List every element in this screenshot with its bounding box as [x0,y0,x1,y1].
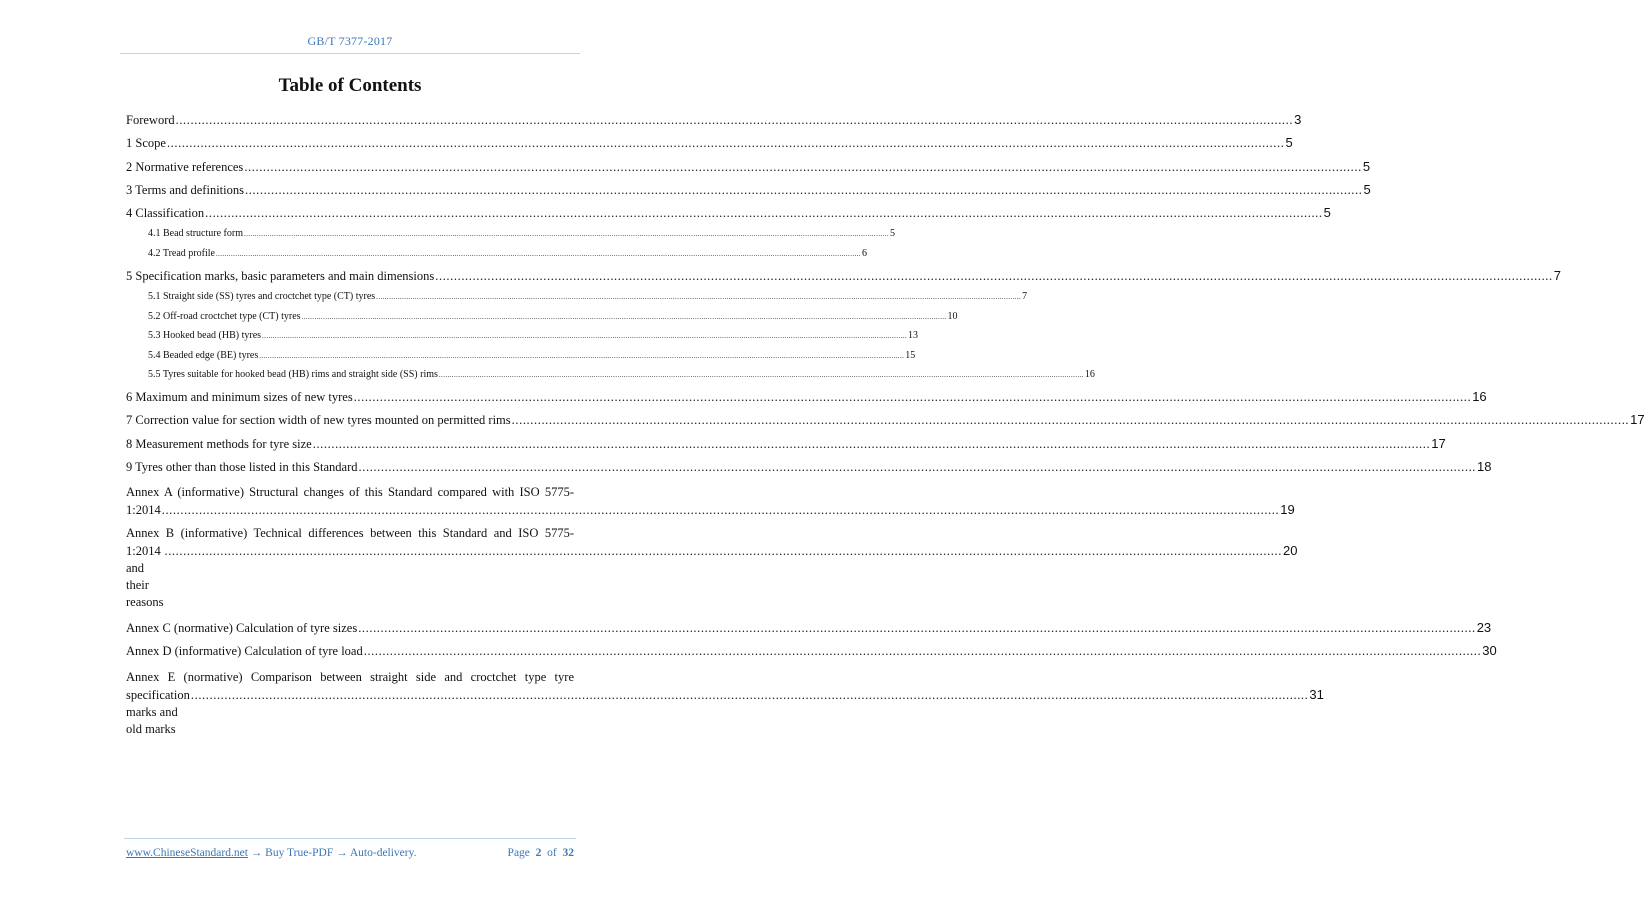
dot-leader: ............................................................................................................................................................................................................................................................................................................ [363,644,1482,659]
total-pages: 32 [562,847,574,859]
document-standard-number: GB/T 7377-2017 [307,34,393,48]
toc-entry-classification[interactable]: 4 Classification ............................................................................................................................................................................................................................................................................................................ 5 [126,201,574,224]
dot-leader: ............................................................................................................................................................................................................................................................................................................ [435,268,1553,283]
toc-entry-normative-references[interactable]: 2 Normative references ............................................................................................................................................................................................................................................................................................................ 5 [126,155,574,178]
toc-entry-terms-definitions[interactable]: 3 Terms and definitions ............................................................................................................................................................................................................................................................................................................ 5 [126,178,574,201]
page-title: Table of Contents [278,75,422,96]
toc-entry-annex-b[interactable]: Annex B (informative) Technical differences between this Standard and ISO 5775- 1:2014 and their reasons ............................................................................................................................................................................................................................................................................................................ 20 [126,526,1298,610]
toc-entry-max-min-sizes[interactable]: 6 Maximum and minimum sizes of new tyres ............................................................................................................................................................................................................................................................................................................ 16 [126,385,574,408]
dot-leader: ............................................................................................................................................................................................................................................................................................................ [312,436,1431,451]
toc-entry-off-road-tyres[interactable]: 5.2 Off-road croctchet type (CT) tyres ............................................................................................................................................................................................................................................................................................................ 10 [126,307,574,327]
auto-delivery-text: Auto-delivery. [349,847,417,859]
toc-page-number: 15 [905,349,916,361]
dot-leader: ............................................................................................................................................................................................................................................................................................................ [215,250,861,259]
footer-divider [124,838,576,839]
dot-leader: ............................................................................................................................................................................................................................................................................................................ [376,292,1022,301]
dot-leader: ............................................................................................................................................................................................................................................................................................................ [164,544,1282,559]
dot-leader: ............................................................................................................................................................................................................................................................................................................ [190,687,1309,702]
dot-leader: ............................................................................................................................................................................................................................................................................................................ [259,351,905,360]
toc-page-number: 5 [889,228,895,240]
toc-page-number: 16 [1472,388,1487,404]
toc-page-number: 3 [1294,112,1302,127]
toc-page-number: 17 [1630,412,1645,428]
toc-page-number: 30 [1482,643,1497,659]
toc-entry-hooked-bead-tyres[interactable]: 5.3 Hooked bead (HB) tyres ............................................................................................................................................................................................................................................................................................................ 13 [126,326,574,346]
toc-entry-annex-e[interactable]: Annex E (normative) Comparison between straight side and croctchet type tyre specification marks and old marks ............................................................................................................................................................................................................................................................................................................ 31 [126,669,1324,736]
table-of-contents [126,108,1645,743]
dot-leader: ............................................................................................................................................................................................................................................................................................................ [166,136,1285,151]
toc-page-number: 31 [1309,686,1324,702]
toc-entry-annex-c[interactable]: Annex C (normative) Calculation of tyre sizes ............................................................................................................................................................................................................................................................................................................ 23 [126,616,574,639]
dot-leader: ............................................................................................................................................................................................................................................................................................................ [262,332,908,341]
page-indicator: Page 2 of 32 [507,847,574,859]
buy-pdf-text: Buy True-PDF [265,847,334,859]
toc-page-number: 23 [1476,620,1492,636]
toc-page-number: 18 [1477,458,1492,474]
dot-leader: ............................................................................................................................................................................................................................................................................................................ [205,206,1323,221]
toc-entry-other-tyres[interactable]: 9 Tyres other than those listed in this Standard ............................................................................................................................................................................................................................................................................................................ 18 [126,455,574,478]
dot-leader: ............................................................................................................................................................................................................................................................................................................ [358,621,1476,636]
dot-leader: ............................................................................................................................................................................................................................................................................................................ [438,371,1084,380]
toc-entry-foreword[interactable]: Foreword ............................................................................................................................................................................................................................................................................................................ 3 [126,108,574,131]
toc-entry-hb-ss-rim-tyres[interactable]: 5.5 Tyres suitable for hooked bead (HB) rims and straight side (SS) rims ............................................................................................................................................................................................................................................................................................................ 16 [126,365,574,385]
dot-leader: ............................................................................................................................................................................................................................................................................................................ [243,230,889,239]
toc-page-number: 16 [1084,369,1095,381]
toc-page-number: 7 [1553,267,1561,283]
toc-entry-straight-side-tyres[interactable]: 5.1 Straight side (SS) tyres and croctchet type (CT) tyres ............................................................................................................................................................................................................................................................................................................ 7 [126,287,574,307]
toc-entry-scope[interactable]: 1 Scope ............................................................................................................................................................................................................................................................................................................ 5 [126,131,574,154]
dot-leader: ............................................................................................................................................................................................................................................................................................................ [353,389,1472,404]
page-footer [126,847,574,859]
arrow-icon: → [336,847,348,859]
toc-page-number: 5 [1363,181,1371,197]
website-link[interactable]: www.ChineseStandard.net [126,847,248,859]
toc-page-number: 13 [908,330,919,342]
toc-page-number: 5 [1285,135,1293,151]
toc-page-number: 7 [1022,290,1028,302]
header-divider [120,53,580,54]
toc-page-number: 20 [1282,543,1298,559]
toc-page-number: 5 [1323,205,1331,221]
toc-entry-annex-d[interactable]: Annex D (informative) Calculation of tyre load ............................................................................................................................................................................................................................................................................................................ 30 [126,639,574,662]
toc-entry-correction-value[interactable]: 7 Correction value for section width of new tyres mounted on permitted rims ............................................................................................................................................................................................................................................................................................................ 17 [126,408,574,431]
dot-leader: ............................................................................................................................................................................................................................................................................................................ [244,159,1362,174]
dot-leader: ............................................................................................................................................................................................................................................................................................................ [358,459,1477,474]
current-page: 2 [535,847,542,859]
toc-entry-bead-structure-form[interactable]: 4.1 Bead structure form ............................................................................................................................................................................................................................................................................................................ 5 [126,224,574,244]
toc-entry-measurement-methods[interactable]: 8 Measurement methods for tyre size ............................................................................................................................................................................................................................................................................................................ 17 [126,432,574,455]
dot-leader: ............................................................................................................................................................................................................................................................................................................ [511,413,1630,428]
toc-page-number: 17 [1431,435,1446,451]
toc-page-number: 19 [1280,502,1295,518]
toc-entry-specification-marks[interactable]: 5 Specification marks, basic parameters and main dimensions ............................................................................................................................................................................................................................................................................................................ 7 [126,264,574,287]
toc-entry-tread-profile[interactable]: 4.2 Tread profile ............................................................................................................................................................................................................................................................................................................ 6 [126,244,574,264]
toc-entry-annex-a[interactable]: Annex A (informative) Structural changes of this Standard compared with ISO 5775- 1:2014 ............................................................................................................................................................................................................................................................................................................ 19 [126,485,1295,518]
dot-leader: ............................................................................................................................................................................................................................................................................................................ [244,182,1363,197]
dot-leader: ............................................................................................................................................................................................................................................................................................................ [175,113,1294,127]
toc-page-number: 6 [861,248,867,260]
footer-links [126,847,417,859]
toc-page-number: 5 [1362,158,1371,174]
toc-entry-beaded-edge-tyres[interactable]: 5.4 Beaded edge (BE) tyres ............................................................................................................................................................................................................................................................................................................ 15 [126,346,574,366]
dot-leader: ............................................................................................................................................................................................................................................................................................................ [301,312,947,321]
arrow-icon: → [250,847,263,859]
dot-leader: ............................................................................................................................................................................................................................................................................................................ [161,503,1280,518]
toc-page-number: 10 [947,310,958,322]
